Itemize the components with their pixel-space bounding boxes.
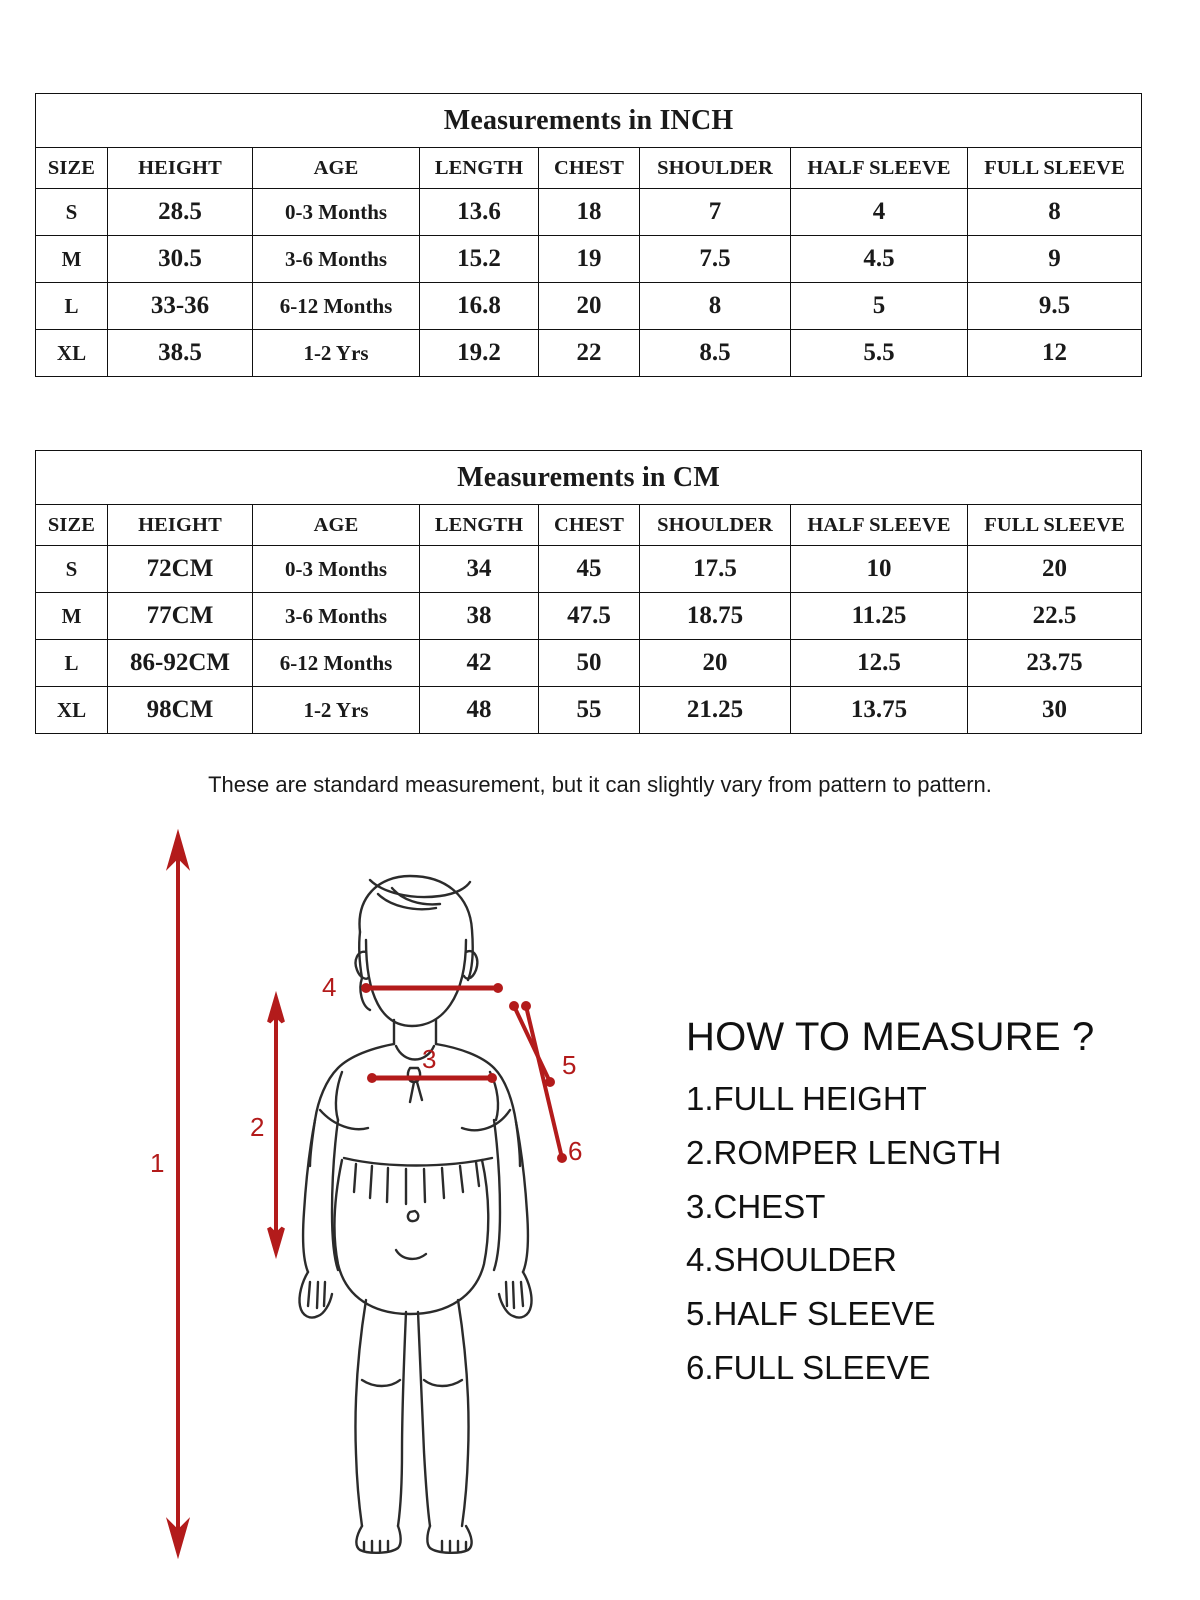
cell-chest: 22 [539,330,640,377]
column-header-age: AGE [253,505,420,546]
cell-height: 33-36 [108,283,253,330]
marker-label-1: 1 [150,1148,165,1178]
marker-label-2: 2 [250,1112,265,1142]
cell-size: M [36,236,108,283]
cell-age: 3-6 Months [253,593,420,640]
cell-chest: 18 [539,189,640,236]
waist-seam [344,1158,492,1166]
arrow-full-sleeve [526,1006,562,1158]
cell-full-sleeve: 30 [968,687,1142,734]
how-to-measure-panel [686,1015,1186,1395]
standard-measurement-note: These are standard measurement, but it can slightly vary from pattern to pattern. [208,772,992,797]
cell-shoulder: 7.5 [640,236,791,283]
left-arm [303,1120,315,1272]
cell-half-sleeve: 12.5 [791,640,968,687]
table-header-row [36,148,1142,189]
cell-full-sleeve: 9 [968,236,1142,283]
cell-size: S [36,546,108,593]
cell-shoulder: 17.5 [640,546,791,593]
face-outline [366,940,466,1026]
cell-age: 3-6 Months [253,236,420,283]
cell-full-sleeve: 12 [968,330,1142,377]
marker-label-3: 3 [422,1044,437,1074]
cell-length: 48 [420,687,539,734]
table-title-row [36,451,1142,505]
table-title: Measurements in CM [36,451,1142,505]
column-header-full-sleeve: FULL SLEEVE [968,148,1142,189]
column-header-length: LENGTH [420,505,539,546]
cell-shoulder: 7 [640,189,791,236]
cell-full-sleeve: 8 [968,189,1142,236]
cell-chest: 47.5 [539,593,640,640]
cell-age: 6-12 Months [253,283,420,330]
left-shoulder [310,1044,394,1166]
cell-age: 0-3 Months [253,189,420,236]
cell-age: 6-12 Months [253,640,420,687]
cell-half-sleeve: 4.5 [791,236,968,283]
list-item: 4.SHOULDER [686,1241,897,1279]
right-shoulder [436,1044,520,1166]
cell-age: 1-2 Yrs [253,330,420,377]
cell-size: XL [36,687,108,734]
cell-full-sleeve: 23.75 [968,640,1142,687]
cell-shoulder: 18.75 [640,593,791,640]
column-header-length: LENGTH [420,148,539,189]
cell-half-sleeve: 4 [791,189,968,236]
cell-full-sleeve: 9.5 [968,283,1142,330]
cell-full-sleeve: 22.5 [968,593,1142,640]
measurements-inch-table-wrapper [35,93,1141,377]
column-header-height: HEIGHT [108,505,253,546]
marker-label-6: 6 [568,1136,583,1166]
cell-chest: 45 [539,546,640,593]
list-item: 5.HALF SLEEVE [686,1295,936,1333]
column-header-shoulder: SHOULDER [640,505,791,546]
list-item: 3.CHEST [686,1187,826,1225]
cell-length: 15.2 [420,236,539,283]
cell-half-sleeve: 13.75 [791,687,968,734]
cell-chest: 20 [539,283,640,330]
how-to-measure-title: HOW TO MEASURE ? [686,1015,1095,1059]
cell-chest: 55 [539,687,640,734]
list-item: 6.FULL SLEEVE [686,1348,931,1386]
cell-size: S [36,189,108,236]
cell-half-sleeve: 11.25 [791,593,968,640]
cell-shoulder: 21.25 [640,687,791,734]
marker-label-5: 5 [562,1050,577,1080]
table-row [36,546,1142,593]
measurements-cm-table [35,450,1142,734]
cell-shoulder: 20 [640,640,791,687]
cell-size: L [36,283,108,330]
cell-chest: 19 [539,236,640,283]
measurements-inch-table [35,93,1142,377]
cell-age: 1-2 Yrs [253,687,420,734]
table-row [36,593,1142,640]
table-row [36,640,1142,687]
column-header-full-sleeve: FULL SLEEVE [968,505,1142,546]
cell-length: 42 [420,640,539,687]
column-header-height: HEIGHT [108,148,253,189]
column-header-size: SIZE [36,505,108,546]
table-title: Measurements in INCH [36,94,1142,148]
cell-size: XL [36,330,108,377]
cell-full-sleeve: 20 [968,546,1142,593]
romper-body [335,1160,489,1314]
cell-size: L [36,640,108,687]
cell-shoulder: 8.5 [640,330,791,377]
table-row [36,330,1142,377]
column-header-chest: CHEST [539,505,640,546]
measurement-diagram [110,820,670,1560]
cell-half-sleeve: 5 [791,283,968,330]
cell-height: 38.5 [108,330,253,377]
cell-length: 38 [420,593,539,640]
column-header-age: AGE [253,148,420,189]
left-leg [355,1300,366,1526]
right-knee [424,1380,462,1386]
cell-age: 0-3 Months [253,546,420,593]
table-row [36,189,1142,236]
cell-length: 19.2 [420,330,539,377]
cell-size: M [36,593,108,640]
left-knee [362,1380,400,1386]
cell-height: 86-92CM [108,640,253,687]
cell-height: 98CM [108,687,253,734]
cell-length: 16.8 [420,283,539,330]
table-row [36,236,1142,283]
cell-height: 72CM [108,546,253,593]
arrow-half-sleeve [514,1006,550,1082]
cell-half-sleeve: 5.5 [791,330,968,377]
column-header-half-sleeve: HALF SLEEVE [791,505,968,546]
table-row [36,687,1142,734]
table-row [36,283,1142,330]
table-header-row [36,505,1142,546]
cell-height: 77CM [108,593,253,640]
cell-height: 30.5 [108,236,253,283]
cell-height: 28.5 [108,189,253,236]
how-to-measure-list [686,1072,1186,1395]
column-header-half-sleeve: HALF SLEEVE [791,148,968,189]
measurements-cm-table-wrapper [35,450,1141,734]
marker-label-4: 4 [322,972,337,1002]
navel [408,1211,418,1221]
column-header-size: SIZE [36,148,108,189]
column-header-chest: CHEST [539,148,640,189]
list-item: 1.FULL HEIGHT [686,1080,927,1117]
cell-half-sleeve: 10 [791,546,968,593]
cell-length: 13.6 [420,189,539,236]
cell-chest: 50 [539,640,640,687]
cell-length: 34 [420,546,539,593]
list-item: 2.ROMPER LENGTH [686,1133,1002,1171]
table-title-row [36,94,1142,148]
column-header-shoulder: SHOULDER [640,148,791,189]
cell-shoulder: 8 [640,283,791,330]
